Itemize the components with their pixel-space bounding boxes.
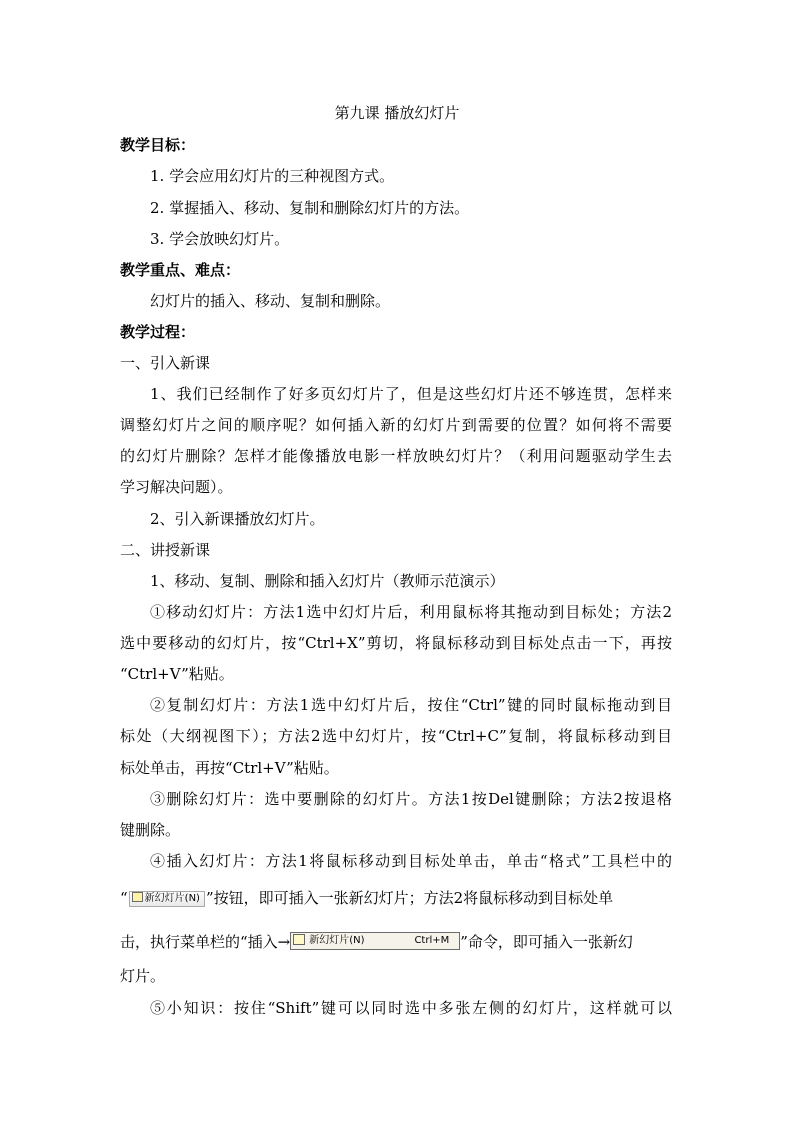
paragraph-line [120,888,680,908]
inline-text: 击，执行菜单栏的“插入→ [120,933,291,951]
paragraph-line: 2、引入新课播放幻灯片。 [150,510,325,528]
menu-item-label: 新幻灯片(N) [309,935,365,946]
paragraph-line: 灯片。 [120,967,166,985]
section-title: 二、讲授新课 [120,541,211,559]
page-title: 第九课 播放幻灯片 [334,104,460,122]
new-slide-button [129,891,205,907]
inline-text: “ [120,889,128,907]
menu-item-shortcut: Ctrl+M [414,935,450,946]
key-heading: 教学重点、难点： [120,261,241,279]
new-slide-menu-item [290,932,460,950]
goal-item: 1. 学会应用幻灯片的三种视图方式。 [150,167,395,185]
inline-text: ”按钮，即可插入一张新幻灯片；方法2将鼠标移动到目标处单 [205,889,614,907]
goals-heading: 教学目标： [120,136,196,154]
paragraph-line: ④插入幻灯片：方法1将鼠标移动到目标处单击，单击“格式”工具栏中的 [150,852,672,870]
new-slide-icon [132,892,143,902]
inline-text: ”命令，即可插入一张新幻 [460,933,633,951]
goal-item: 2. 掌握插入、移动、复制和删除幻灯片的方法。 [150,199,470,217]
paragraph-line: 标处单击，再按“Ctrl+V”粘贴。 [120,759,339,777]
paragraph-line: 标处（大纲视图下）；方法2选中幻灯片，按“Ctrl+C”复制，将鼠标移动到目 [120,727,672,745]
paragraph-line: 学习解决问题）。 [120,478,233,496]
new-slide-button-label: 新幻灯片(N) [144,893,200,904]
paragraph-line: 1、我们已经制作了好多页幻灯片了，但是这些幻灯片还不够连贯，怎样来 [150,385,672,403]
paragraph-line: ①移动幻灯片：方法1选中幻灯片后，利用鼠标将其拖动到目标处；方法2 [150,603,672,621]
paragraph-line: 的幻灯片删除？怎样才能像播放电影一样放映幻灯片？（利用问题驱动学生去 [120,447,672,465]
new-slide-icon [293,934,305,945]
paragraph-line: ②复制幻灯片：方法1选中幻灯片后，按住“Ctrl”键的同时鼠标拖动到目 [150,696,672,714]
paragraph-line: 键删除。 [120,821,181,839]
section-title: 一、引入新课 [120,354,211,372]
subsection-title: 1、移动、复制、删除和插入幻灯片（教师示范演示） [150,572,505,590]
paragraph-line: ⑤小知识：按住“Shift”键可以同时选中多张左侧的幻灯片，这样就可以 [150,999,672,1017]
paragraph-line: 调整幻灯片之间的顺序呢？如何插入新的幻灯片到需要的位置？如何将不需要 [120,416,672,434]
paragraph-line [120,932,680,952]
process-heading: 教学过程： [120,323,196,341]
paragraph-line: ③删除幻灯片：选中要删除的幻灯片。方法1按Del键删除；方法2按退格 [150,790,672,808]
paragraph-line: 选中要移动的幻灯片，按“Ctrl+X”剪切，将鼠标移动到目标处点击一下，再按 [120,634,672,652]
paragraph-line: “Ctrl+V”粘贴。 [120,665,234,683]
goal-item: 3. 学会放映幻灯片。 [150,230,290,248]
key-text: 幻灯片的插入、移动、复制和删除。 [150,292,391,310]
